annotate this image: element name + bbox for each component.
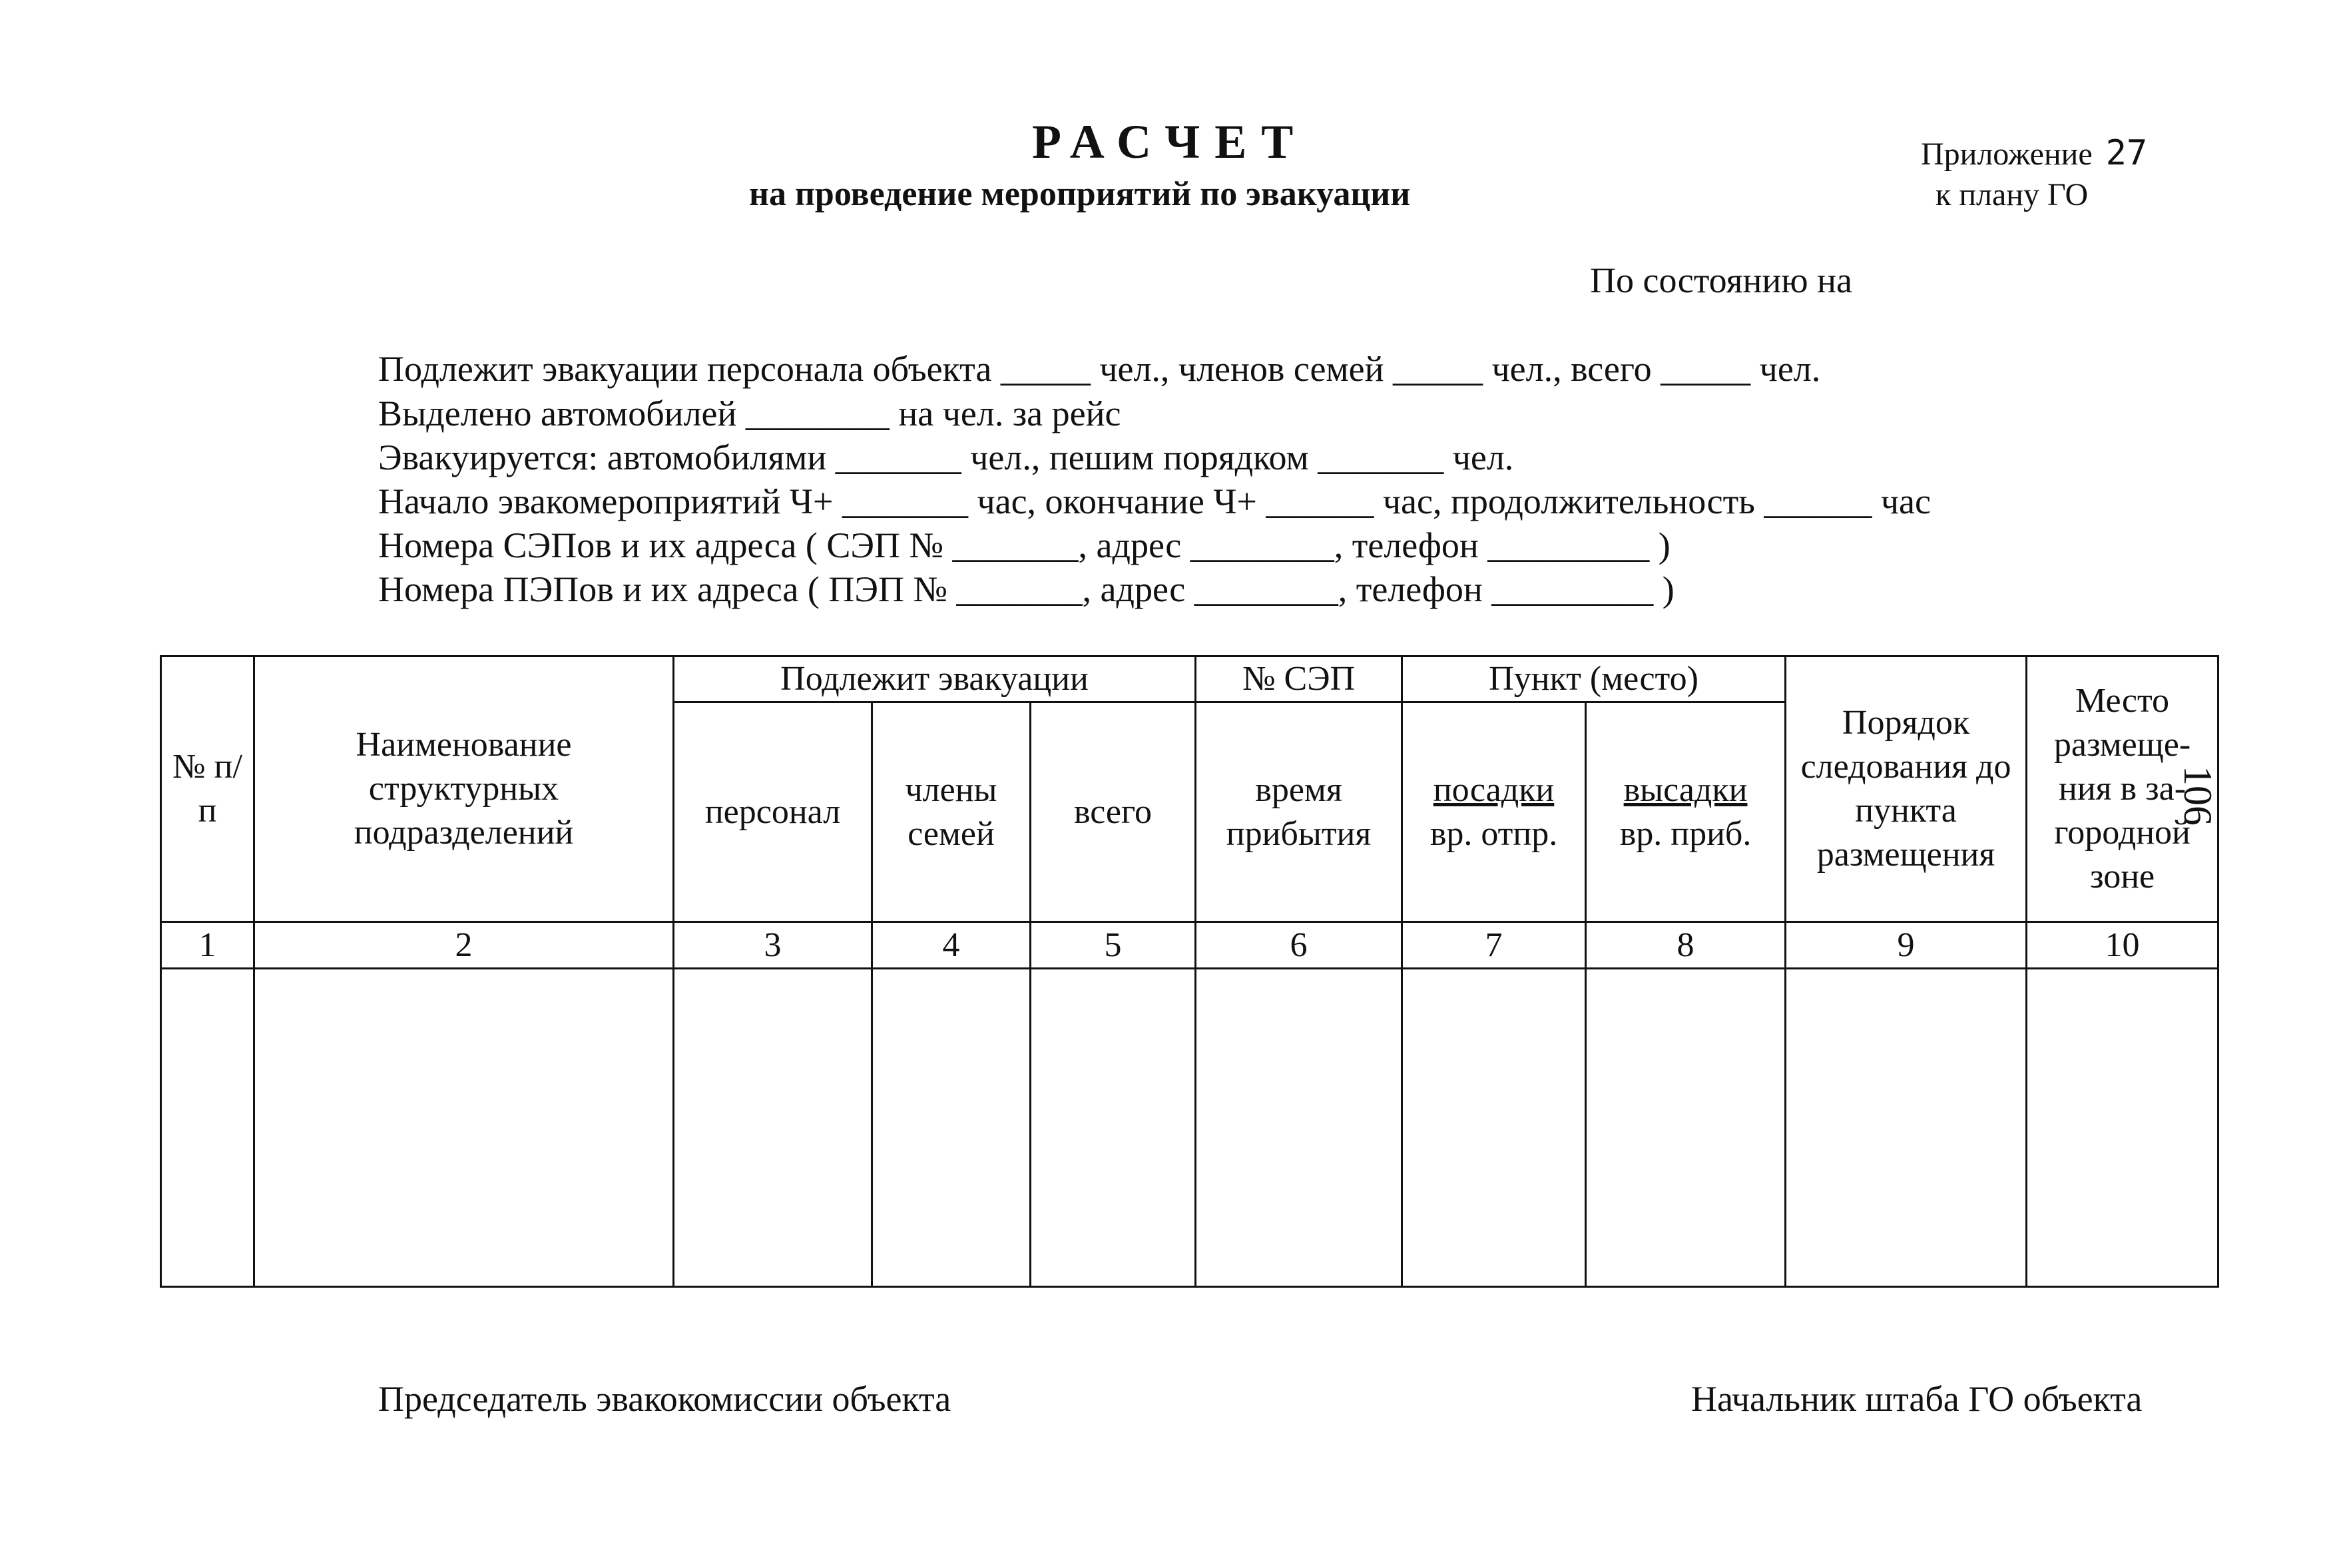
table-cell[interactable] — [1196, 969, 1402, 1287]
col-num: 7 — [1402, 922, 1586, 969]
signature-chief-of-staff: Начальник штаба ГО объекта — [1691, 1379, 2143, 1419]
col-num: 6 — [1196, 922, 1402, 969]
header-sep: № СЭП — [1196, 656, 1402, 702]
table-cell[interactable] — [161, 969, 254, 1287]
appendix-label — [1921, 133, 2147, 173]
col-num: 5 — [1031, 922, 1196, 969]
header-boarding — [1402, 702, 1586, 922]
document-subtitle: на проведение мероприятий по эвакуации — [749, 175, 1411, 213]
header-placement: Место размеще-ния в за-городной зоне — [2027, 656, 2218, 922]
table-cell[interactable] — [674, 969, 872, 1287]
col-num: 2 — [254, 922, 674, 969]
header-personnel: персонал — [674, 702, 872, 922]
as-of-label: По состоянию на — [1590, 260, 1852, 300]
landing-label: высадки — [1623, 770, 1748, 809]
header-arrival-time: время прибытия — [1196, 702, 1402, 922]
header-route: Порядок следования до пункта размещения — [1786, 656, 2027, 922]
table-cell[interactable] — [1786, 969, 2027, 1287]
header-point: Пункт (место) — [1402, 656, 1786, 702]
col-num: 8 — [1586, 922, 1786, 969]
boarding-time-label: вр. отпр. — [1429, 814, 1558, 853]
header-landing — [1586, 702, 1786, 922]
evacuation-table — [160, 655, 2219, 1288]
form-line-vehicles: Выделено автомобилей ________ на чел. за рейс — [378, 393, 1121, 433]
header-evac-group: Подлежит эвакуации — [674, 656, 1196, 702]
document-title: РАСЧЕТ — [1032, 115, 1308, 168]
col-num: 10 — [2027, 922, 2218, 969]
signature-chairman: Председатель эвакокомиссии объекта — [378, 1379, 951, 1419]
col-num: 9 — [1786, 922, 2027, 969]
table-cell[interactable] — [872, 969, 1031, 1287]
appendix-label-text: Приложение — [1921, 136, 2093, 172]
col-num: 4 — [872, 922, 1031, 969]
appendix-to: к плану ГО — [1936, 177, 2089, 212]
column-numbers-row — [161, 922, 2218, 969]
table-cell[interactable] — [1402, 969, 1586, 1287]
header-no: № п/п — [161, 656, 254, 922]
landing-time-label: вр. приб. — [1619, 814, 1752, 853]
table-cell[interactable] — [2027, 969, 2218, 1287]
form-line-timing: Начало эвакомероприятий Ч+ _______ час, окончание Ч+ ______ час, продолжительность ______ час — [378, 481, 1931, 521]
header-family: члены семей — [872, 702, 1031, 922]
header-units: Наименование структурных подразделений — [254, 656, 674, 922]
col-num: 3 — [674, 922, 872, 969]
boarding-label: посадки — [1433, 770, 1555, 809]
table-cell[interactable] — [1586, 969, 1786, 1287]
form-line-sep: Номера СЭПов и их адреса ( СЭП № _______, адрес ________, телефон _________ ) — [378, 525, 1671, 565]
form-line-evacuees: Подлежит эвакуации персонала объекта _____ чел., членов семей _____ чел., всего _____ чел. — [378, 349, 1821, 389]
table-cell[interactable] — [254, 969, 674, 1287]
table-header-row-1 — [161, 656, 2218, 702]
form-line-pep: Номера ПЭПов и их адреса ( ПЭП № _______, адрес ________, телефон _________ ) — [378, 569, 1675, 609]
appendix-number: 27 — [2105, 133, 2148, 173]
header-total: всего — [1031, 702, 1196, 922]
col-num: 1 — [161, 922, 254, 969]
table-cell[interactable] — [1031, 969, 1196, 1287]
page-number: 106 — [2176, 766, 2220, 826]
table-body-row — [161, 969, 2218, 1287]
form-line-evac-mode: Эвакуируется: автомобилями _______ чел., пешим порядком _______ чел. — [378, 437, 1514, 477]
